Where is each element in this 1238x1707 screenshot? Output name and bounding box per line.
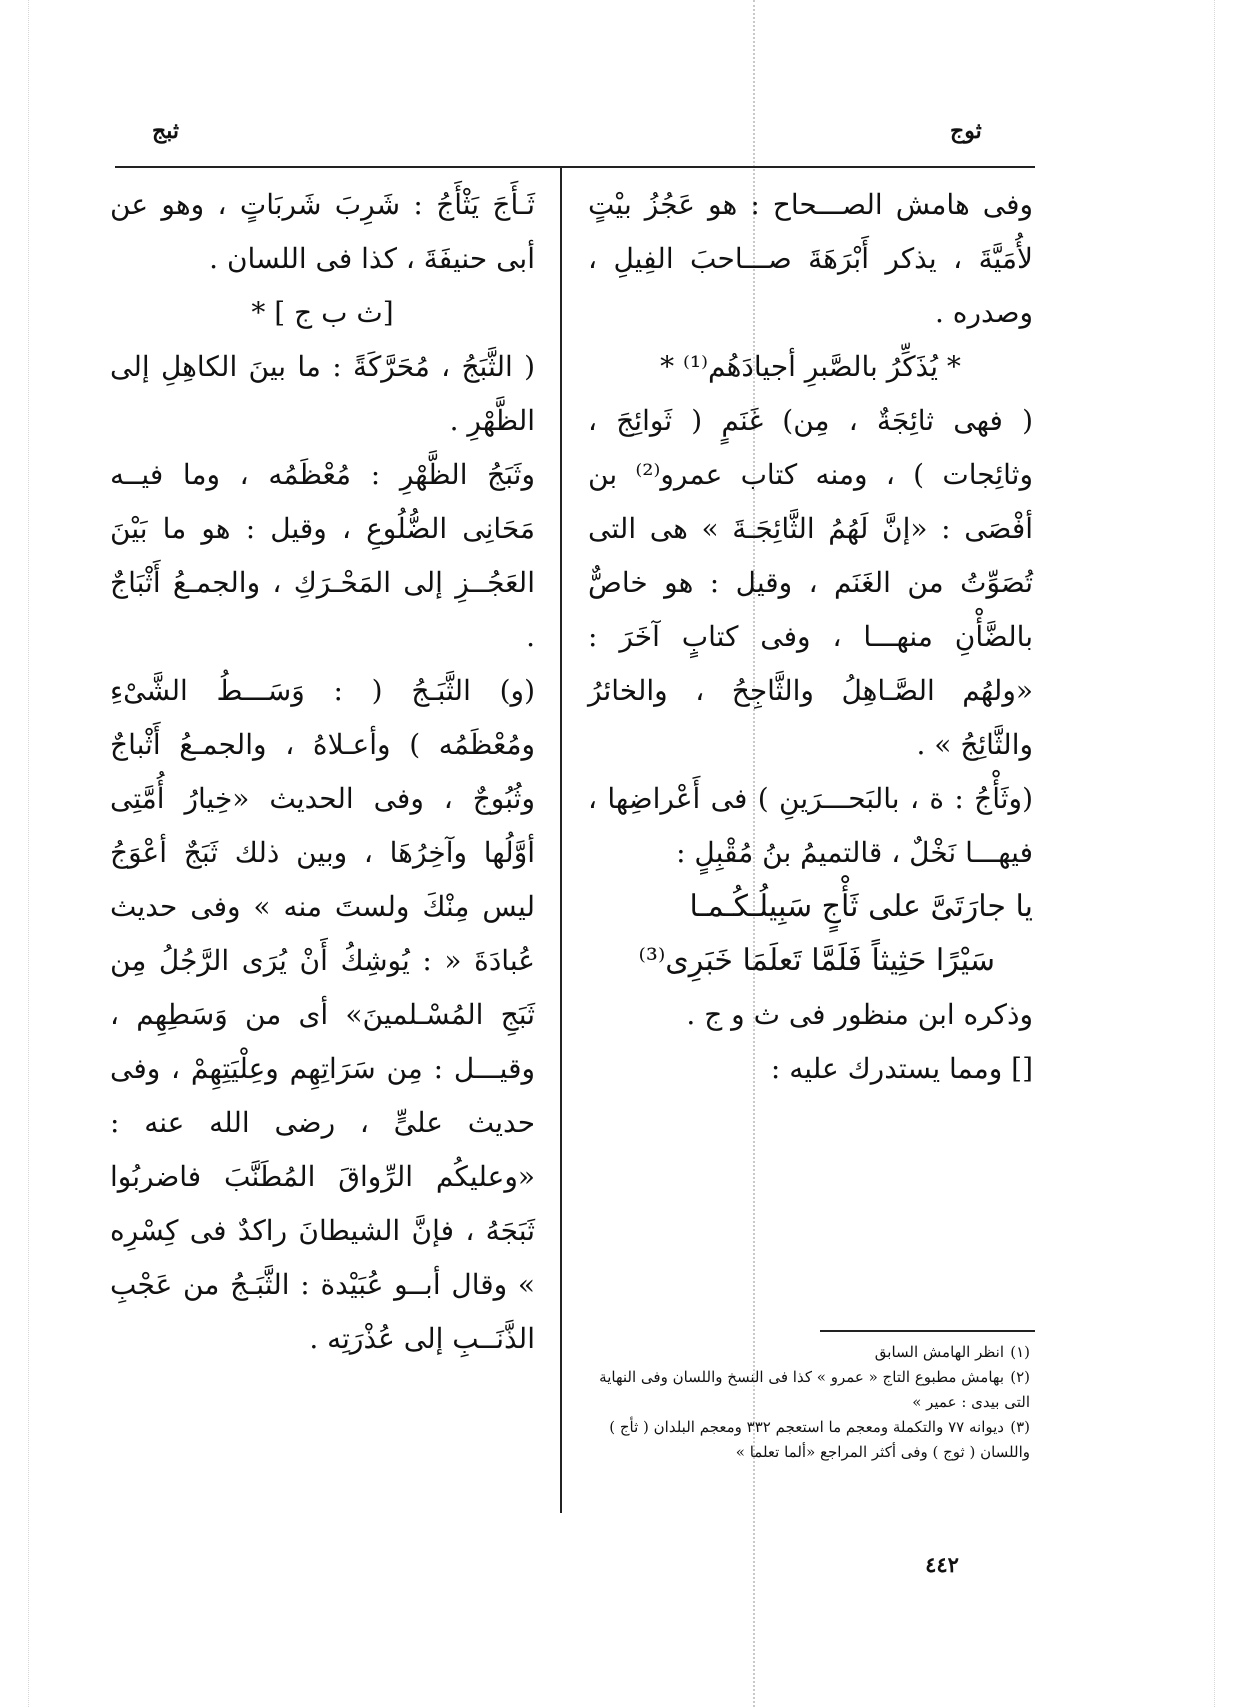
paragraph: وذكره ابن منظور فى ث و ج .	[686, 998, 1033, 1031]
running-header-left: ثبج	[152, 118, 179, 144]
paragraph: ( الثَّبَجُ ، مُحَرَّكَةً : ما بينَ الكاهِلِ إلى الظَّهْرِ .	[110, 350, 535, 437]
left-column	[110, 178, 535, 1366]
scan-margin-line-right	[1214, 0, 1215, 1707]
footnote-number: (١)	[1010, 1343, 1030, 1361]
footnote-text: انظر الهامش السابق	[874, 1343, 1004, 1361]
paragraph: وثَبَجُ الظَّهْرِ : مُعْظَمُه ، وما فيــه مَحَانِى الضُّلُوعِ ، وقيل : هو ما بَيْنَ العَجُــزِ إلى المَحْـرَكِ ، والجمـعُ أَثْبَاجٌ .	[110, 458, 535, 653]
right-column	[588, 178, 1033, 1096]
scan-margin-line-left	[28, 0, 29, 1707]
paragraph: ( فهى ثائِجَةٌ ، مِن) غَنَمٍ ( ثَوائِجَ ، وثائِجات ) ، ومنه كتاب عمرو⁽²⁾ بن أفْصَى : «إنَّ لَهُمُ الثَّائِجَـةَ » هى التى تُصَوِّتُ من الغَنَم ، وقيل : هو خاصٌّ بالضَّأْنِ منهـــا ، وفى كتابٍ آخَرَ : «ولهُم الصَّـاهِلُ والثَّاجِحُ ، والخائرُ والثَّائِجُ » .	[588, 404, 1033, 761]
footnote-rule	[820, 1330, 1035, 1332]
footnote	[590, 1415, 1030, 1465]
column-divider	[560, 168, 562, 1513]
footnote-text: بهامش مطبوع التاج « عمرو » كذا فى النسخ واللسان وفى النهاية التى بيدى : عمير »	[599, 1368, 1030, 1411]
header-rule	[115, 166, 1035, 168]
paragraph: (و) الثَّبَـجُ ( : وَسَـــطُ الشَّىْءِ ومُعْظَمُه ) وأعـلاهُ ، والجمـعُ أَثْباجٌ وثُبُوجٌ ، وفى الحديث «خِيارُ أُمَّتِى أوَّلُها وآخِرُهَا ، وبين ذلك ثَبَجٌ أعْوَجُ ليس مِنْكَ ولستَ منه » وفى حديث عُبادَةَ « : يُوشِكُ أَنْ يُرَى الرَّجُلُ مِن ثَبَجِ المُسْـلمينَ» أى من وَسَطِهِم ، وقيـــل : مِن سَرَاتِهِم وعِلْيَتِهِمْ ، وفى حديث علىٍّ ، رضى الله عنه : «وعليكُم الرِّواقَ المُطَنَّبَ فاضربُوا ثَبَجَهُ ، فإنَّ الشيطانَ راكدٌ فى كِسْرِه » وقال أبــو عُبَيْدة : الثَّبَـجُ من عَجْبِ الذَّنَــبِ إلى عُذْرَتِه .	[110, 674, 535, 1355]
footnotes	[590, 1340, 1030, 1465]
footnote-number: (٢)	[1010, 1368, 1030, 1386]
verse-line-2: سَيْرًا حَثِيثاً فَلَمَّا تَعلَمَا خَبَرِى⁽³⁾	[638, 943, 995, 978]
paragraph: (وثَأْجُ : ة ، بالبَحـــرَينِ ) فى أَعْراضِها ، فيهـــا نَخْلٌ ، قالتميمُ بنُ مُقْبِلٍ :	[588, 782, 1033, 869]
verse-line-1: يا جارَتَىَّ على ثَأْجٍ سَبِيلُـكُـمـا	[689, 889, 1033, 924]
paragraph: [] ومما يستدرك عليه :	[770, 1052, 1033, 1085]
footnote	[590, 1340, 1030, 1365]
footnote-number: (٣)	[1010, 1418, 1030, 1436]
footnote	[590, 1365, 1030, 1415]
paragraph: وفى هامش الصـــحاح : هو عَجُزُ بيْتٍ لأُمَيَّةَ ، يذكر أَبْرَهَةَ صـــاحبَ الفِيلِ ، وصدره .	[588, 188, 1033, 329]
running-header-right: ثوج	[950, 118, 982, 144]
paragraph: ثَـأَجَ يَثْأَجُ : شَرِبَ شَربَاتٍ ، وهو عن أبى حنيفَةَ ، كذا فى اللسان .	[110, 188, 535, 275]
entry-heading: [ث ب ج ] *	[251, 296, 394, 329]
page-number: ٤٤٢	[925, 1552, 959, 1577]
verse-hemistich: * يُذَكِّرُ بالصَّبرِ أجيادَهُم⁽¹⁾ *	[660, 350, 961, 383]
footnote-text: ديوانه ٧٧ والتكملة ومعجم ما استعجم ٣٣٢ ومعجم البلدان ( ثأج ) واللسان ( ثوج ) وفى أكثر المراجع «ألما تعلما »	[609, 1418, 1030, 1461]
